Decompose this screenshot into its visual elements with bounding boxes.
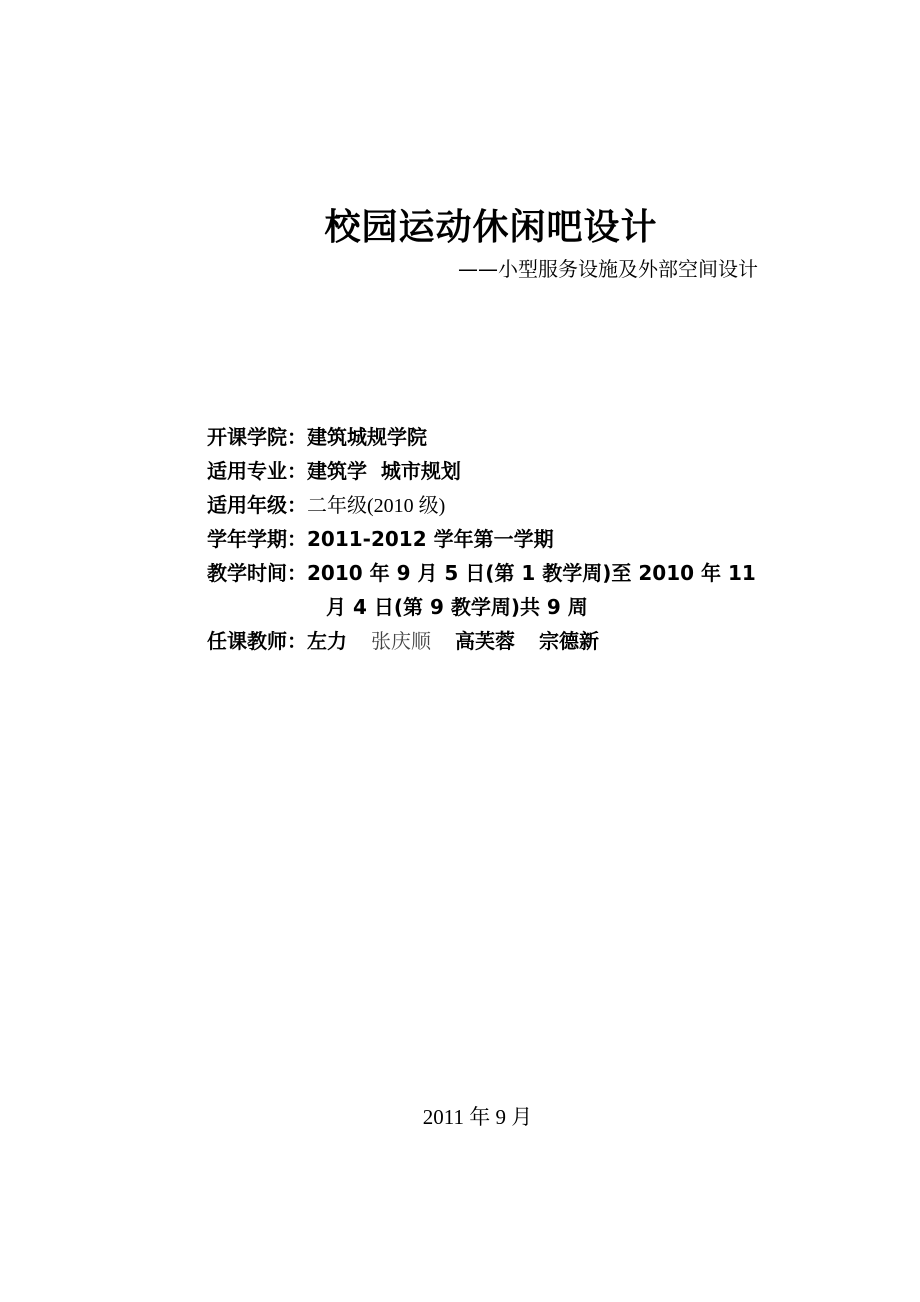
teacher-name-2: 张庆顺 bbox=[371, 629, 431, 653]
teacher-name-3: 高芙蓉 bbox=[455, 629, 515, 653]
college-value: 建筑城规学院 bbox=[307, 425, 427, 449]
info-row-college bbox=[207, 420, 827, 454]
info-row-time bbox=[207, 556, 827, 590]
document-title: 校园运动休闲吧设计 bbox=[324, 207, 658, 248]
teacher-name-4: 宗德新 bbox=[539, 629, 599, 653]
teacher-label: 任课教师： bbox=[207, 629, 307, 653]
info-row-teachers bbox=[207, 624, 827, 658]
term-label: 学年学期： bbox=[207, 527, 307, 551]
term-value: 2011-2012 学年第一学期 bbox=[307, 527, 554, 551]
major-label: 适用专业： bbox=[207, 459, 307, 483]
teacher-name-1: 左力 bbox=[307, 629, 347, 653]
document-date: 2011 年 9 月 bbox=[422, 1105, 533, 1129]
time-value-line2: 月 4 日(第 9 教学周)共 9 周 bbox=[326, 595, 588, 619]
time-label: 教学时间： bbox=[207, 561, 307, 585]
info-row-grade bbox=[207, 488, 827, 522]
info-row-major bbox=[207, 454, 827, 488]
grade-label: 适用年级： bbox=[207, 493, 307, 517]
grade-value: 二年级(2010 级) bbox=[307, 495, 446, 517]
major-value: 建筑学 城市规划 bbox=[307, 459, 461, 483]
info-row-time-continued bbox=[207, 590, 827, 624]
time-value-line1: 2010 年 9 月 5 日(第 1 教学周)至 2010 年 11 bbox=[307, 561, 756, 585]
teacher-list bbox=[307, 624, 599, 658]
college-label: 开课学院： bbox=[207, 425, 307, 449]
document-subtitle: ——小型服务设施及外部空间设计 bbox=[458, 257, 758, 281]
info-row-term bbox=[207, 522, 827, 556]
course-info-block bbox=[207, 420, 827, 658]
